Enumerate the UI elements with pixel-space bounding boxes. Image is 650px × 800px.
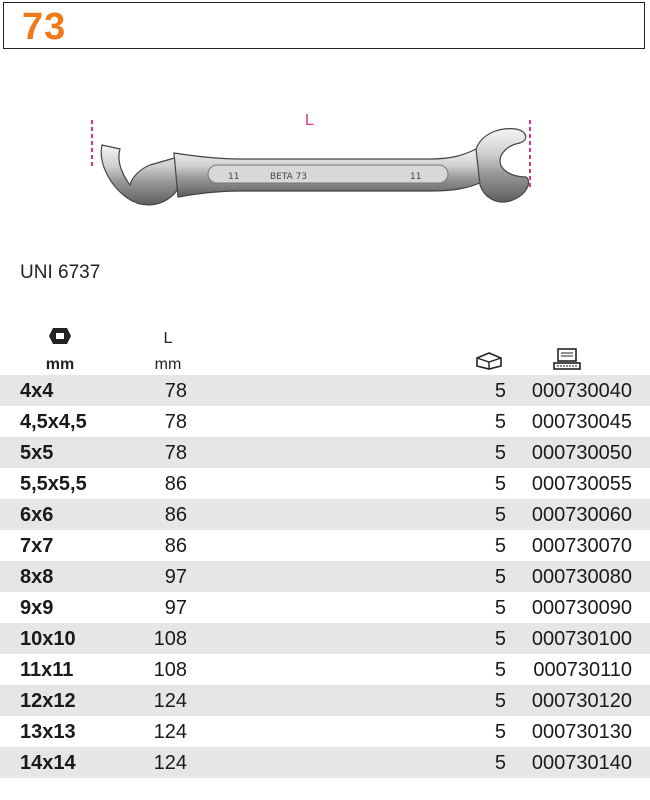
length-cell: 124 xyxy=(153,721,187,743)
wrench-left-head xyxy=(101,145,182,205)
article-code-cell: 000730045 xyxy=(531,411,632,433)
table-row xyxy=(0,468,650,499)
length-cell: 86 xyxy=(164,504,187,526)
table-row xyxy=(0,623,650,654)
computer-icon xyxy=(552,347,582,371)
size-cell: 12x12 xyxy=(20,690,76,712)
pack-quantity-cell: 5 xyxy=(494,721,506,743)
table-row xyxy=(0,437,650,468)
size-cell: 5,5x5,5 xyxy=(20,473,87,495)
article-code-cell: 000730130 xyxy=(531,721,632,743)
pack-quantity-cell: 5 xyxy=(494,504,506,526)
length-unit-header: mm xyxy=(154,356,182,373)
length-cell: 108 xyxy=(153,628,187,650)
pack-quantity-cell: 5 xyxy=(494,628,506,650)
product-number: 73 xyxy=(22,6,67,48)
table-row xyxy=(0,747,650,778)
length-cell: 124 xyxy=(153,752,187,774)
product-table xyxy=(0,375,650,778)
length-cell: 86 xyxy=(164,473,187,495)
table-row xyxy=(0,654,650,685)
size-cell: 4x4 xyxy=(20,380,54,402)
size-unit-header: mm xyxy=(45,356,75,373)
length-cell: 78 xyxy=(164,411,187,433)
size-cell: 13x13 xyxy=(20,721,76,743)
size-cell: 9x9 xyxy=(20,597,54,619)
length-cell: 78 xyxy=(164,380,187,402)
pack-quantity-cell: 5 xyxy=(494,535,506,557)
length-cell: 97 xyxy=(164,566,187,588)
size-cell: 10x10 xyxy=(20,628,76,650)
pack-quantity-cell: 5 xyxy=(494,473,506,495)
wrench-illustration xyxy=(80,105,550,225)
table-row xyxy=(0,685,650,716)
table-row xyxy=(0,716,650,747)
hex-nut-icon xyxy=(48,327,72,345)
engraving-brand: BETA 73 xyxy=(270,172,308,182)
article-code-cell: 000730040 xyxy=(531,380,632,402)
length-cell: 86 xyxy=(164,535,187,557)
title-box xyxy=(3,2,645,49)
pack-quantity-cell: 5 xyxy=(494,566,506,588)
article-code-cell: 000730060 xyxy=(531,504,632,526)
pack-quantity-cell: 5 xyxy=(494,690,506,712)
pack-quantity-cell: 5 xyxy=(494,442,506,464)
article-code-cell: 000730120 xyxy=(531,690,632,712)
length-cell: 108 xyxy=(153,659,187,681)
size-cell: 6x6 xyxy=(20,504,54,526)
pack-quantity-cell: 5 xyxy=(494,380,506,402)
article-code-cell: 000730100 xyxy=(531,628,632,650)
size-cell: 7x7 xyxy=(20,535,54,557)
length-label-header: L xyxy=(163,330,173,347)
standard-reference: UNI 6737 xyxy=(20,262,101,283)
size-cell: 8x8 xyxy=(20,566,54,588)
length-cell: 78 xyxy=(164,442,187,464)
size-cell: 5x5 xyxy=(20,442,54,464)
dimension-label: L xyxy=(305,112,314,129)
size-cell: 4,5x4,5 xyxy=(20,411,87,433)
table-row xyxy=(0,530,650,561)
article-code-cell: 000730050 xyxy=(531,442,632,464)
length-cell: 124 xyxy=(153,690,187,712)
pack-quantity-cell: 5 xyxy=(494,752,506,774)
article-code-cell: 000730110 xyxy=(533,659,632,681)
box-icon xyxy=(474,350,504,370)
article-code-cell: 000730090 xyxy=(531,597,632,619)
article-code-cell: 000730080 xyxy=(531,566,632,588)
article-code-cell: 000730070 xyxy=(531,535,632,557)
length-cell: 97 xyxy=(164,597,187,619)
pack-quantity-cell: 5 xyxy=(494,597,506,619)
engraving-left-size: 11 xyxy=(228,172,240,182)
size-cell: 14x14 xyxy=(20,752,76,774)
pack-quantity-cell: 5 xyxy=(494,411,506,433)
table-row xyxy=(0,561,650,592)
size-cell: 11x11 xyxy=(20,659,74,681)
table-row xyxy=(0,375,650,406)
table-row xyxy=(0,592,650,623)
engraving-right-size: 11 xyxy=(410,172,422,182)
article-code-cell: 000730140 xyxy=(531,752,632,774)
pack-quantity-cell: 5 xyxy=(494,659,506,681)
article-code-cell: 000730055 xyxy=(531,473,632,495)
wrench-right-head xyxy=(476,129,529,202)
table-row xyxy=(0,406,650,437)
table-row xyxy=(0,499,650,530)
